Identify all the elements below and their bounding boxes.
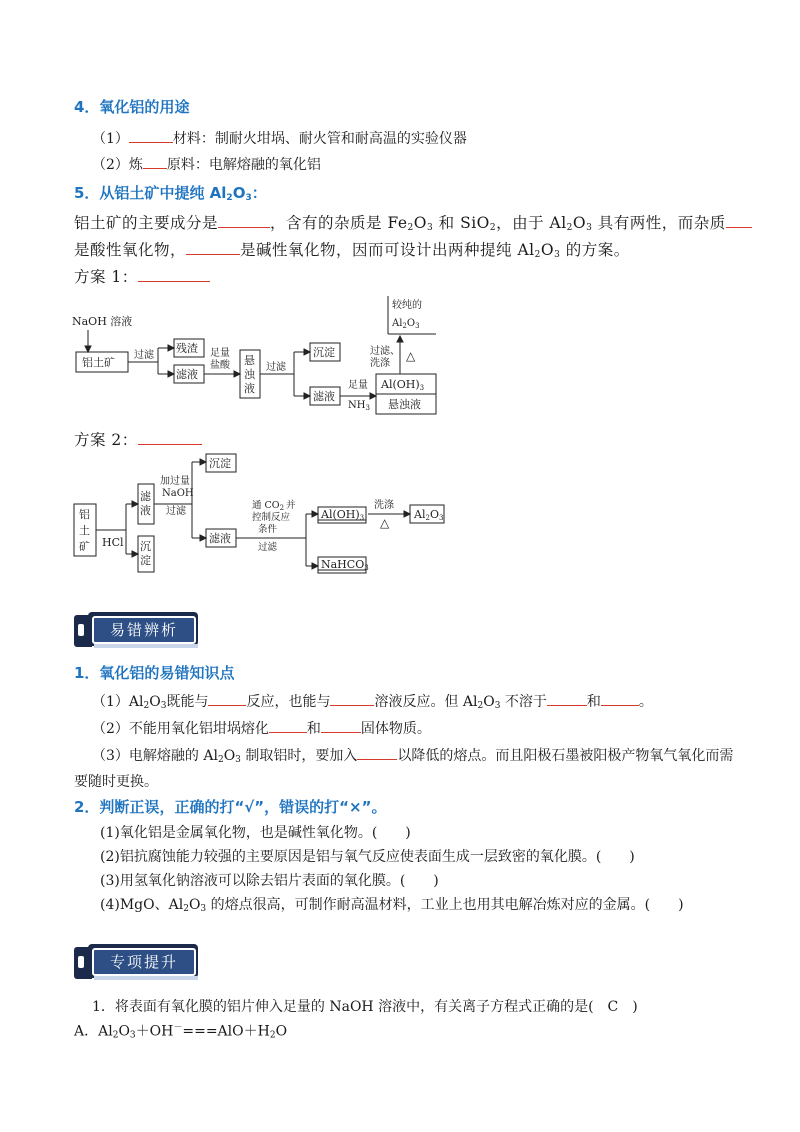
error-line-3: （3）电解熔融的 $Al_2O_3$ 制取铝时，要加入 以降低的熔点。而且阳极石墨被阳极产物氧气氧化而需 [92,748,734,765]
precip-label: 沉淀 [313,346,335,359]
co2-and: 并 [286,500,296,511]
nahco3-text: NaHCO [321,558,365,571]
text: 和 [586,694,601,710]
blank[interactable] [330,693,374,706]
text: 和 SiO [433,214,490,232]
co2-line-3: 条件 [258,524,278,535]
text: 固体物质。 [360,721,431,737]
superscript: － [173,1023,183,1033]
nh3-bottom-label: $NH_3$ [348,400,370,412]
section-5-title: 5．从铝土矿中提纯 $Al_2O_3$： [74,184,267,203]
text: 以降低的熔点。而且阳极石墨被阳极产物氧气氧化而需 [397,748,734,764]
pure-top-label: 较纯的 [392,300,422,311]
text: 具有两性，而杂质 [592,214,726,232]
banner-notch [78,956,84,968]
problem-1-option-a: A．$Al_2O_3+OH^-===AlO+H_2O$ [74,1023,288,1041]
problem-1: 1．将表面有氧化膜的铝片伸入足量的 NaOH 溶液中，有关离子方程式正确的是( C ) [92,999,638,1015]
blank[interactable] [269,720,307,733]
wash-bottom-label: 洗涤 [370,358,390,369]
plan-2-label [74,428,202,450]
co2-line-4: 过滤 [258,542,278,553]
text: 既能与 [166,694,209,710]
aloh-text: Al(OH) [381,378,420,391]
colon: ： [251,184,267,202]
aloh-suspension-label: 悬浊液 [388,398,421,411]
text: 不溶于 [500,694,547,710]
judge-q4: (4)MgO、$Al_2O_3$ 的熔点很高，可制作耐高温材料，工业上也用其电解冶炼对应的金属。( ) [100,897,684,914]
judge-q2: (2)铝抗腐蚀能力较强的主要原因是铝与氧气反应使表面生成一层致密的氧化膜。( ) [100,849,635,865]
text: 和 [306,721,321,737]
suspension-char-3: 液 [244,382,255,395]
blank[interactable] [357,747,397,760]
blank[interactable] [321,720,361,733]
co2-line-2: 控制反应 [252,512,291,523]
al-text: Al [414,508,426,521]
co2-text: 通 CO [252,500,280,511]
blank[interactable] [138,432,202,445]
judge-title: 2．判断正误，正确的打“√”，错误的打“×”。 [74,798,387,816]
text: 溶液反应。但 Al [374,694,478,710]
filtrate-char-2: 液 [140,504,151,517]
aloh-label: Al(OH)3 [321,508,365,522]
banner-notch [78,624,84,636]
blank[interactable] [129,130,173,143]
sec5-paragraph-line-1: 铝土矿的主要成分是 ，含有的杂质是 $Fe_2O_3$ 和 SiO$_2$，由于 $Al_2O_3$ 具有两性，而杂质 [74,211,752,233]
section-banner-error-analysis [74,612,204,650]
section-5-title-text: 5．从铝土矿中提纯 Al [74,184,227,202]
use-line-2-text: 原料：电解熔融的氧化铝 [166,157,321,173]
aloh-label: Al(OH)3 [381,378,425,392]
wash-label: 洗涤 [374,500,394,511]
text: ，由于 Al [496,214,567,232]
text: 方案 2： [74,431,138,449]
blank[interactable] [547,693,587,706]
flow-diagram-1 [70,290,450,420]
flow-diagram-2 [70,450,460,580]
acid-bottom-label: 盐酸 [210,360,230,371]
banner-title: 易错辨析 [92,616,196,644]
banner-shadow [94,644,198,648]
blank[interactable] [143,156,167,169]
text: 的方案。 [560,241,630,259]
nahco3-label: NaHCO3 [321,558,369,572]
filtrate-char-1: 滤 [140,490,151,503]
error-line-1: $(1)Al_2O_3$既能与 反应，也能与 溶液反应。但 $Al_2O_3$ 不溶于 和 。 [92,694,653,711]
suspension-char-1: 悬 [244,354,255,367]
aloh-text: Al(OH) [321,508,360,521]
text: ＋OH [135,1023,174,1040]
heat-symbol: △ [380,516,390,530]
precip-char-1: 沉 [140,540,151,553]
pure-bottom-label: $Al_2O_3$ [392,318,420,330]
filter-2-label: 过滤 [266,362,286,373]
blank[interactable] [208,693,246,706]
blank[interactable] [601,693,639,706]
banner-title: 专项提升 [92,948,196,976]
suspension-char-2: 浊 [244,368,255,381]
pure-al-text: Al [392,318,403,329]
text: ，含有的杂质是 Fe [270,214,408,232]
blank[interactable] [218,215,270,228]
text: 反应，也能与 [246,694,331,710]
subscript: 2 [226,193,233,203]
error-line-2 [92,718,431,738]
banner-shadow [94,976,198,980]
filter-label: 过滤 [134,350,154,361]
error-line-3-cont: 要随时更换。 [74,774,158,790]
text: （2）不能用氧化铝坩埚熔化 [92,721,269,737]
section-banner-special-practice [74,944,204,982]
ore-char-3: 矿 [79,540,90,553]
use-line-1-num: （1） [92,131,129,147]
subscript: 3 [245,193,252,203]
acid-top-label: 足量 [210,348,230,359]
ore-char-1: 铝 [79,508,90,521]
precip-char-2: 淀 [140,554,151,567]
ore-char-2: 土 [79,524,90,537]
heat-symbol: △ [406,349,416,363]
use-line-2-num: （2）炼 [92,157,143,173]
use-line-1 [92,128,467,148]
hcl-label: HCl [102,536,124,549]
text: (4)MgO、Al [100,897,184,913]
precip-2-label: 沉淀 [209,457,231,470]
nh3-top-label: 足量 [348,380,368,391]
nh3-text: NH [348,400,366,411]
judge-q3: (3)用氢氧化钠溶液可以除去铝片表面的氧化膜。( ) [100,873,439,889]
co2-line-1: 通 $CO_2$ 并 [252,500,296,512]
plan-1-label [74,265,210,287]
text: A．Al [74,1023,113,1040]
error-points-title: 1．氧化铝的易错知识点 [74,664,235,682]
use-line-1-text: 材料：制耐火坩埚、耐火管和耐高温的实验仪器 [172,131,467,147]
naoh-line-2: NaOH [162,488,194,499]
ore-label: 铝土矿 [82,356,115,369]
filtrate-2-label: 滤液 [209,532,231,545]
filtrate-label: 滤液 [176,368,198,381]
section-4-title: 4．氧化铝的用途 [74,98,190,116]
text: 是酸性氧化物， [74,241,187,259]
text: 铝土矿的主要成分是 [74,214,219,232]
sec5-paragraph-line-2: 是酸性氧化物， 是碱性氧化物，因而可设计出两种提纯 $Al_2O_3$ 的方案。 [74,241,630,260]
text: ===AlO＋H [182,1023,270,1040]
naoh-line-3: 过滤 [166,506,186,517]
blank[interactable] [138,269,210,282]
text: 的熔点很高，可制作耐高温材料，工业上也用其电解冶炼对应的金属。( ) [206,897,684,913]
naoh-label: NaOH 溶液 [72,315,133,328]
al2o3-label: Al2O3 [414,508,444,522]
text: 。 [638,694,653,710]
text: 是碱性氧化物，因而可设计出两种提纯 Al [240,241,535,259]
text: 制取铝时，要加入 [240,748,358,764]
wash-top-label: 过滤、 [370,346,400,357]
residue-label: 残渣 [176,342,198,355]
text: （1）Al [92,694,144,710]
blank[interactable] [186,242,240,255]
blank[interactable] [726,215,752,228]
judge-q1: (1)氧化铝是金属氧化物，也是碱性氧化物。( ) [100,825,411,841]
use-line-2 [92,154,321,174]
text: 方案 1： [74,268,138,286]
text: （3）电解熔融的 Al [92,748,218,764]
filtrate-2-label: 滤液 [313,390,335,403]
naoh-line-1: 加过量 [160,476,190,487]
